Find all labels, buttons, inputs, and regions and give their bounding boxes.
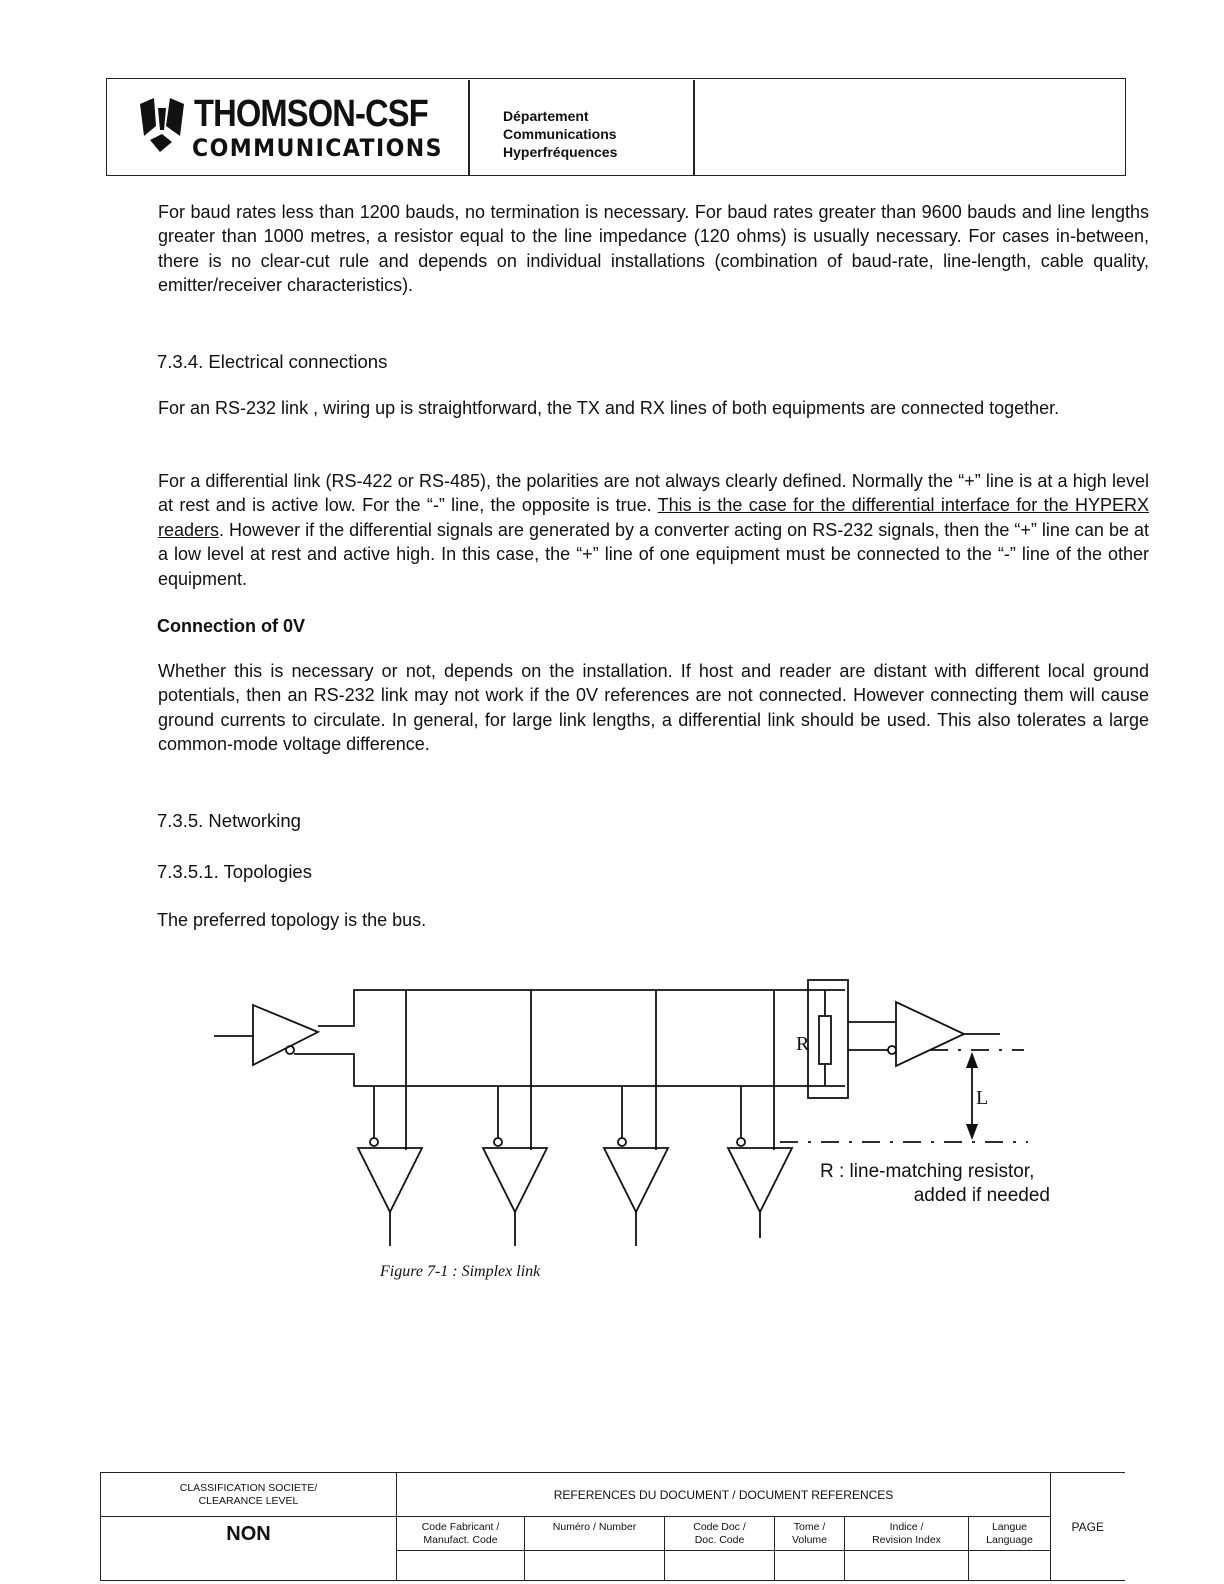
heading-connection-0v: Connection of 0V: [157, 616, 305, 636]
paragraph-0v: Whether this is necessary or not, depends on the installation. If host and reader are distant with different local ground potentials, then an RS-232 link may not work if the 0V references are not connected. However connecting them will cause ground currents to circulate. In general, for large link lengths, a differential link should be used. This also tolerates a large common-mode voltage difference.: [158, 661, 1149, 755]
value-language: [969, 1551, 1051, 1581]
terminator-box: [808, 980, 848, 1098]
section-heading-7-3-5: 7.3.5. Networking: [157, 810, 301, 831]
driver-output-minus: [294, 1054, 845, 1086]
bus-receiver-1: [358, 1148, 422, 1212]
legend-line: R : line-matching resistor,: [820, 1161, 1035, 1182]
value-revision: [845, 1551, 969, 1581]
section-heading-7-3-5-1: 7.3.5.1. Topologies: [157, 861, 312, 882]
page-label: PAGE: [1051, 1473, 1125, 1581]
paragraph-topology: The preferred topology is the bus.: [157, 910, 427, 930]
col-revision: Indice / Revision Index: [845, 1517, 969, 1551]
col-manufact-code: Code Fabricant / Manufact. Code: [397, 1517, 525, 1551]
col-language: Langue Language: [969, 1517, 1051, 1551]
figure-caption: Figure 7-1 : Simplex link: [380, 1263, 541, 1280]
footer-reference-table: [100, 1472, 1124, 1584]
length-label: L: [976, 1087, 989, 1109]
value-number: [525, 1551, 665, 1581]
department-line: Département: [503, 108, 589, 124]
driver-output-plus: [318, 990, 845, 1026]
receiver-inverting-bubble: [888, 1046, 896, 1054]
length-arrow-down: [966, 1124, 978, 1140]
value-volume: [775, 1551, 845, 1581]
department-line: Communications: [503, 126, 617, 142]
value-manufact-code: [397, 1551, 525, 1581]
company-division: COMMUNICATIONS: [192, 134, 443, 162]
company-name: THOMSON-CSF: [194, 93, 428, 135]
col-number: Numéro / Number: [525, 1517, 665, 1551]
bus-receiver-3: [604, 1148, 668, 1212]
bus-receiver-4: [728, 1148, 792, 1212]
section-heading-7-3-4: 7.3.4. Electrical connections: [157, 351, 388, 372]
department-line: Hyperfréquences: [503, 144, 618, 160]
legend-line: added if needed: [913, 1185, 1050, 1206]
paragraph-differential-part2: . However if the differential signals are generated by a converter acting on RS-232 signals, then the “+” line can be at a low level at rest and active high. In this case, the “+” line of one equipment must be connected to the “-” line of the other equipment.: [158, 519, 1149, 589]
col-doc-code: Code Doc / Doc. Code: [665, 1517, 775, 1551]
length-arrow-up: [966, 1052, 978, 1068]
driver-triangle: [253, 1005, 318, 1065]
receiver-triangle: [896, 1002, 964, 1066]
paragraph-termination: For baud rates less than 1200 bauds, no termination is necessary. For baud rates greater than 9600 bauds and line lengths greater than 1000 metres, a resistor equal to the line impedance (120 ohms) is usually necessary. For cases in-between, there is no clear-cut rule and depends on individual installations (combination of baud-rate, line-length, cable quality, emitter/receiver characteristics).: [158, 202, 1149, 296]
paragraph-differential-part1: For a differential link (RS-422 or RS-485), the polarities are not always clearly defined. Normally the “+” line is at a high level at rest and is active low. For the “-” line, the opposite is true.: [158, 471, 1149, 516]
figure-legend: [820, 1160, 1050, 1208]
bus-receiver-2: [483, 1148, 547, 1212]
value-doc-code: [665, 1551, 775, 1581]
col-volume: Tome / Volume: [775, 1517, 845, 1551]
references-title: REFERENCES DU DOCUMENT / DOCUMENT REFERENCES: [397, 1473, 1051, 1517]
resistor-symbol: [819, 1016, 831, 1064]
classification-value: NON: [101, 1517, 397, 1581]
resistor-label: R: [796, 1033, 810, 1055]
paragraph-rs232: For an RS-232 link , wiring up is straightforward, the TX and RX lines of both equipments are connected together.: [158, 398, 1060, 418]
paragraph-differential-underlined: This is the case for the differential interface for the HYPERX readers: [158, 495, 1149, 540]
classification-label: CLASSIFICATION SOCIETE/ CLEARANCE LEVEL: [101, 1473, 397, 1517]
